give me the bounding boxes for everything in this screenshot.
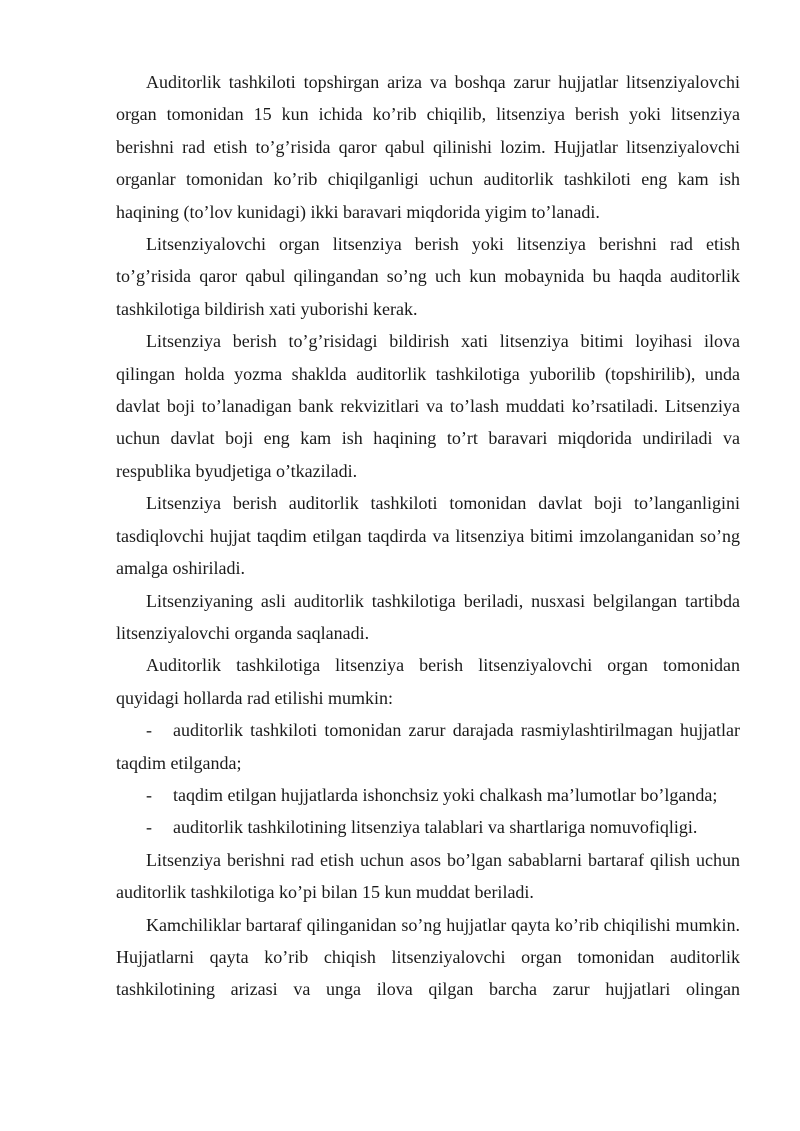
paragraph: Litsenziya berishni rad etish uchun asos bo’lgan sabablarni bartaraf qilish uchun auditorlik tashkilotiga ko’pi bilan 15 kun muddat beriladi.	[116, 849, 740, 903]
list-item	[116, 779, 740, 811]
paragraph: Litsenziya berish auditorlik tashkiloti tomonidan davlat boji to’langanligini tasdiqlovchi hujjat taqdim etilgan taqdirda va litsenziya bitimi imzolanganidan so’ng amalga oshiriladi.	[116, 493, 740, 579]
list-item	[116, 714, 740, 779]
list-item-text: taqdim etilgan hujjatlarda ishonchsiz yoki chalkash ma’lumotlar bo’lganda;	[173, 784, 718, 805]
paragraph: Litsenziyalovchi organ litsenziya berish yoki litsenziya berishni rad etish to’g’risida qaror qabul qilingandan so’ng uch kun mobaynida bu haqda auditorlik tashkilotiga bildirish xati yuborishi kerak.	[116, 234, 740, 319]
list-item	[116, 811, 740, 843]
paragraph: Auditorlik tashkilotiga litsenziya berish litsenziyalovchi organ tomonidan quyidagi hollarda rad etilishi mumkin:	[116, 655, 740, 708]
document-page	[116, 66, 740, 1006]
paragraph: Litsenziyaning asli auditorlik tashkilotiga beriladi, nusxasi belgilangan tartibda litsenziyalovchi organda saqlanadi.	[116, 590, 740, 643]
list-dash: -	[146, 720, 152, 741]
list-dash: -	[146, 817, 152, 838]
list-dash: -	[146, 784, 152, 805]
list-item-text: auditorlik tashkilotining litsenziya talablari va shartlariga nomuvofiqligi.	[173, 817, 698, 838]
paragraph: Auditorlik tashkiloti topshirgan ariza va boshqa zarur hujjatlar litsenziyalovchi organ tomonidan 15 kun ichida ko’rib chiqilib, litsenziya berish yoki litsenziya berishni rad etish to’g’risida qaror qabul qilinishi lozim. Hujjatlar litsenziyalovchi organlar tomonidan ko’rib chiqilganligi uchun auditorlik tashkiloti eng kam ish haqining (to’lov kunidagi) ikki baravari miqdorida yigim to’lanadi.	[116, 72, 740, 222]
paragraph: Litsenziya berish to’g’risidagi bildirish xati litsenziya bitimi loyihasi ilova qilingan holda yozma shaklda auditorlik tashkilotiga yuborilib (topshirilib), unda davlat boji to’lanadigan bank rekvizitlari va to’lash muddati ko’rsatiladi. Litsenziya uchun davlat boji eng kam ish haqining to’rt baravari miqdorida undiriladi va respublika byudjetiga o’tkaziladi.	[116, 331, 740, 481]
list-item-text: auditorlik tashkiloti tomonidan zarur darajada rasmiylashtirilmagan hujjatlar taqdim etilganda;	[116, 720, 740, 773]
paragraph: Kamchiliklar bartaraf qilinganidan so’ng hujjatlar qayta ko’rib chiqilishi mumkin. Hujjatlarni qayta ko’rib chiqish litsenziyalovchi organ tomonidan auditorlik tashkilotining arizasi va unga ilova qilgan barcha zarur hujjatlari olingan	[116, 914, 740, 1000]
